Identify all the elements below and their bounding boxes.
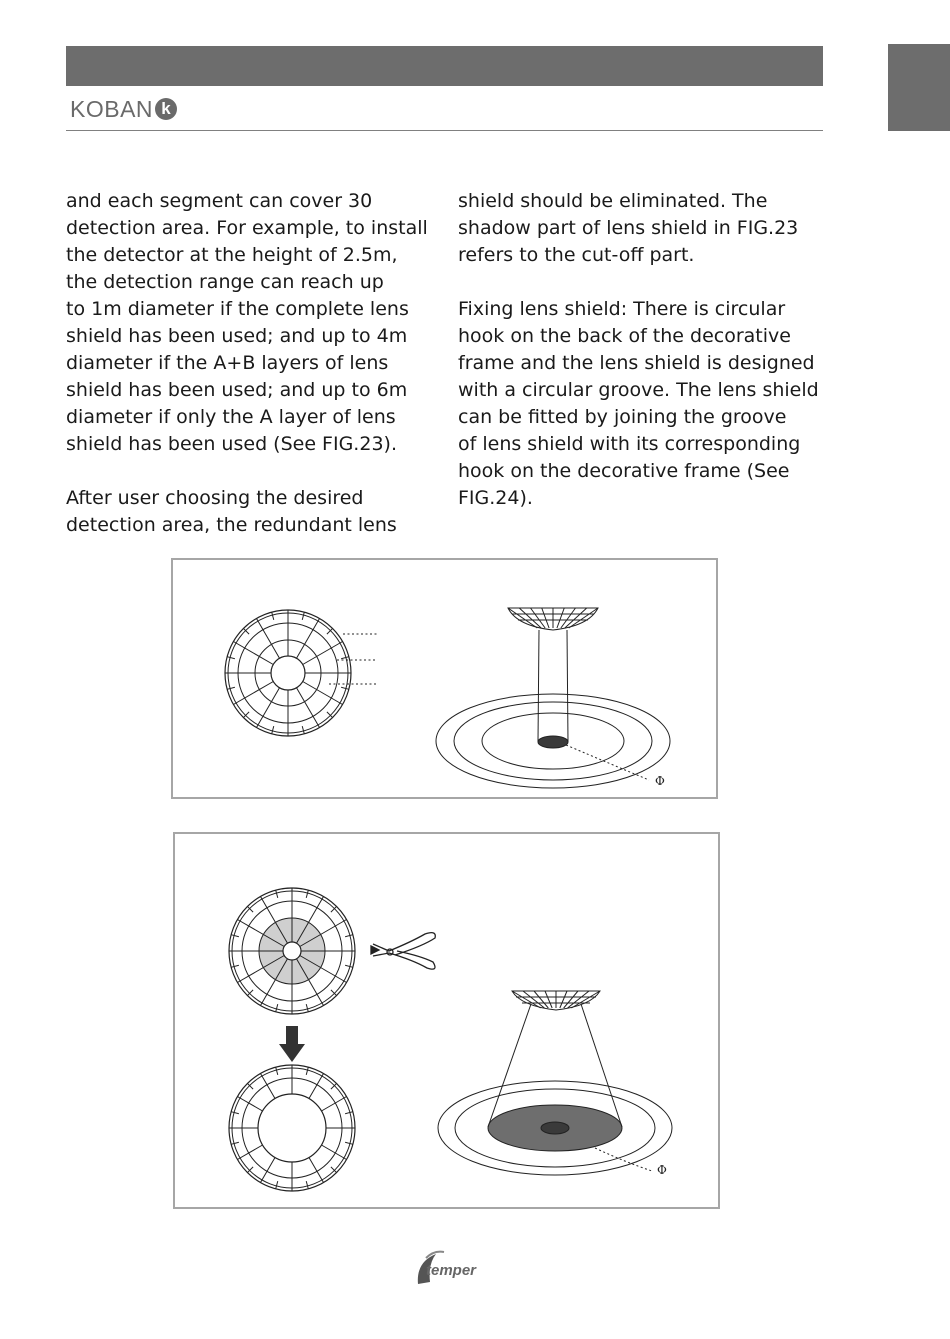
wide-detection-cone-illustration (438, 991, 672, 1175)
brand-logo (70, 92, 177, 126)
paragraph: shield should be eliminated. The shadow part of lens shield in FIG.23 refers to the cut-off part. (458, 190, 799, 266)
pliers-icon (371, 933, 435, 969)
down-arrow-icon (279, 1026, 305, 1062)
header-rule (66, 130, 823, 131)
diameter-symbol: Φ (655, 774, 665, 788)
paragraph: Fixing lens shield: There is circular hook on the back of the decorative frame and the lens shield is designed with a circular groove. The lens shield can be fitted by joining the groove of lens shield with its corresponding hook on the decorative frame (See FIG.24). (458, 298, 819, 509)
figure-23 (171, 558, 718, 799)
figure-24 (173, 832, 720, 1209)
shaded-lens-shield (229, 888, 355, 1014)
header-bar (66, 46, 823, 86)
side-tab (888, 44, 950, 131)
footer-logo-text: temper (426, 1262, 477, 1279)
detection-cone-illustration (436, 608, 670, 788)
left-column (66, 188, 438, 566)
brand-text: KOBAN (70, 95, 154, 122)
diameter-symbol: Φ (657, 1163, 667, 1177)
right-column (458, 188, 828, 539)
brand-mark-icon: k (155, 98, 177, 120)
paragraph: and each segment can cover 30 detection area. For example, to install the detector at the height of 2.5m, the detection range can reach up to 1m diameter if the complete lens shield has been used; and up to 4m diameter if the A+B layers of lens shield has been used; and up to 6m diameter if only the A layer of lens shield has been used (See FIG.23). (66, 190, 428, 455)
trimmed-lens-shield (229, 1065, 355, 1191)
paragraph: After user choosing the desired detection area, the redundant lens (66, 487, 397, 536)
lens-shield-illustration (225, 610, 351, 736)
